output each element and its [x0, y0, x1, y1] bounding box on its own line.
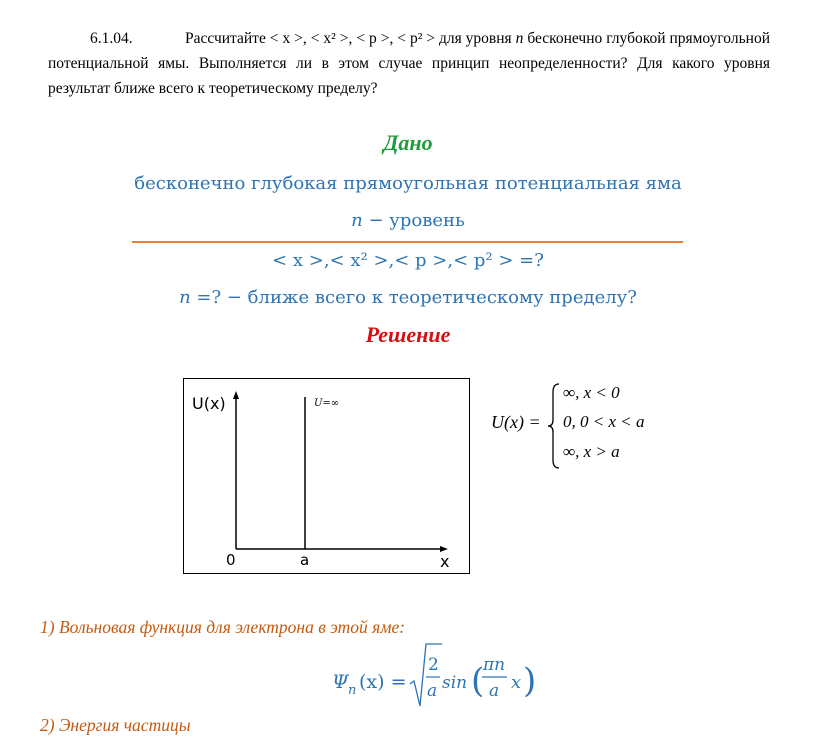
problem-statement [48, 26, 770, 101]
given-title: Дано [383, 130, 433, 155]
given-question-text: =? − ближе всего к теоретическому пределу? [190, 287, 637, 308]
potential-case-2: 0, 0 < x < a [563, 412, 645, 431]
given-line-2 [0, 210, 816, 231]
brace-icon [547, 382, 561, 470]
problem-n-symbol: n [515, 30, 524, 47]
step-2-heading: 2) Энергия частицы [40, 715, 191, 735]
y-axis-arrow [233, 391, 239, 399]
given-n-var: n [351, 210, 363, 231]
psi-argument: (x) = [359, 671, 407, 693]
wave-function-formula [326, 640, 546, 710]
step-1-heading: 1) Вольновая функция для электрона в этой яме: [40, 617, 406, 637]
wave-function-svg [326, 640, 546, 710]
potential-lhs: U(x) = [491, 412, 541, 432]
given-n-var-2: n [179, 287, 191, 308]
given-divider [132, 241, 683, 243]
sqrt-icon [410, 644, 442, 706]
a-label: a [300, 551, 310, 569]
potential-case-1: ∞, x < 0 [563, 383, 620, 402]
origin-label: 0 [226, 551, 236, 569]
potential-definition [491, 380, 671, 472]
inner-numerator: πn [483, 655, 506, 675]
problem-number: 6.1.04. [90, 30, 133, 47]
given-line-3: < x >,< x² >,< p >,< p² > =? [272, 250, 544, 271]
right-paren: ) [523, 661, 537, 701]
given-line-1: бесконечно глубокая прямоугольная потенциальная яма [134, 173, 682, 194]
psi-subscript: n [348, 683, 357, 698]
frac-numerator: 2 [428, 655, 439, 675]
infinity-label: U=∞ [314, 398, 340, 409]
potential-well-plot [184, 379, 468, 572]
inner-x: x [511, 672, 522, 693]
problem-text-1: Рассчитайте < x >, < x² >, < p >, < p² > для уровня [185, 30, 516, 47]
x-axis-label: x [440, 552, 450, 571]
inner-denominator: a [489, 681, 500, 701]
y-axis-label: U(x) [192, 394, 226, 413]
problem-text-2: бесконечно глубокой прямоугольной потенциальной ямы. Выполняется ли в этом случае принцип неопределенности? Для какого уровня результат ближе всего к теоретическому пределу? [48, 30, 770, 97]
solution-title: Решение [365, 322, 451, 347]
given-line-4 [0, 287, 816, 308]
given-level-text: − уровень [362, 210, 465, 231]
potential-well-figure [183, 378, 470, 574]
sin-function: sin [442, 673, 468, 693]
potential-case-3: ∞, x > a [563, 442, 620, 461]
psi-symbol: Ψ [332, 671, 349, 693]
frac-denominator: a [427, 681, 438, 701]
left-paren: ( [471, 661, 485, 701]
